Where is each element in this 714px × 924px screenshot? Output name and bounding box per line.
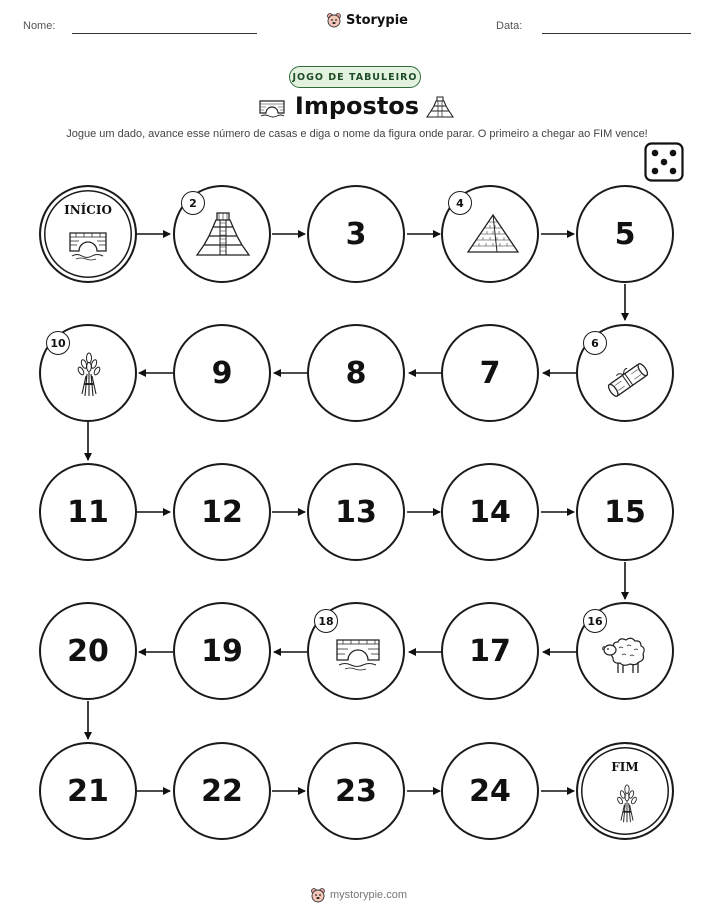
space-number: 20 [67,633,109,669]
space-number: 13 [335,494,377,530]
space-number: 19 [201,633,243,669]
instructions-text: Jogue um dado, avance esse número de casas e diga o nome da figura onde parar. O primeiro a chegar ao FIM vence! [66,128,648,140]
board-space-17 [441,602,539,700]
space-number-badge: 4 [448,191,472,215]
board-space-14 [441,463,539,561]
space-number: 12 [201,494,243,530]
page-title: Impostos [294,92,420,120]
game-type-badge: JOGO DE TABULEIRO [289,66,421,88]
space-number: 22 [201,773,243,809]
board-space-5 [576,185,674,283]
scroll-icon [604,358,652,402]
space-number: 7 [479,355,501,391]
sheep-icon [602,634,652,676]
board-space-end [576,742,674,840]
board-space-7 [441,324,539,422]
board-space-21 [39,742,137,840]
space-number: 11 [67,494,109,530]
bridge-icon [335,634,381,672]
space-number-badge: 16 [583,609,607,633]
space-number: 23 [335,773,377,809]
board-space-3 [307,185,405,283]
board-space-start [39,185,137,283]
name-label: Nome: [23,20,56,32]
space-number: 17 [469,633,511,669]
footer [310,887,407,903]
wheat-icon [614,782,640,826]
board-space-19 [173,602,271,700]
board-space-13 [307,463,405,561]
space-number: 24 [469,773,511,809]
board-space-8 [307,324,405,422]
space-number-badge: 6 [583,331,607,355]
space-number: 3 [345,216,367,252]
space-number: 21 [67,773,109,809]
board-space-11 [39,463,137,561]
board-space-23 [307,742,405,840]
board-space-22 [173,742,271,840]
board-space-24 [441,742,539,840]
space-number: 15 [604,494,646,530]
space-number-badge: 10 [46,331,70,355]
space-number-badge: 2 [181,191,205,215]
pyramid-icon [465,212,521,256]
wheat-icon [74,350,104,400]
bridge-icon [68,227,108,261]
board-space-9 [173,324,271,422]
storypie-bear-icon [310,887,326,903]
board-space-20 [39,602,137,700]
start-label: INÍCIO [64,203,112,217]
space-number-badge: 18 [314,609,338,633]
footer-url[interactable]: mystorypie.com [330,889,408,901]
space-number: 8 [345,355,367,391]
board-space-15 [576,463,674,561]
mayan-pyramid-icon [194,209,252,259]
board-space-12 [173,463,271,561]
date-label: Data: [496,20,523,32]
space-number: 5 [614,216,636,252]
space-number: 9 [211,355,233,391]
space-number: 14 [469,494,511,530]
brand-name: Storypie [346,12,408,28]
end-label: FIM [611,760,639,774]
